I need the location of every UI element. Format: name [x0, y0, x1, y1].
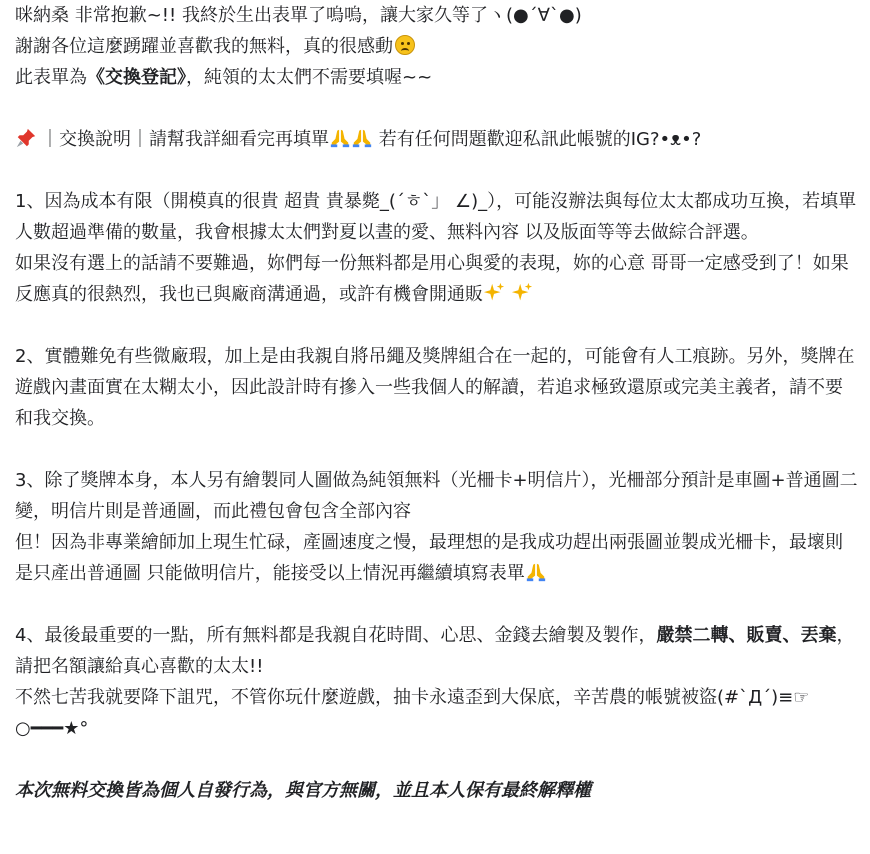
prohibition-text: 嚴禁二轉、販賣、丟棄	[656, 625, 837, 646]
disclaimer: 本次無料交換皆為個人自發行為，與官方無關，並且本人保有最終解釋權	[15, 780, 591, 801]
section-3-para-2	[15, 527, 860, 589]
section-4-para-1-pre: 4、最後最重要的一點，所有無料都是我親自花時間、心思、金錢去繪製及製作，	[15, 625, 657, 646]
section-2-para-1: 2、實體難免有些微廠瑕，加上是由我親自將吊繩及獎牌組合在一起的，可能會有人工痕跡。另外，獎牌在遊戲內畫面實在太糊太小，因此設計時有摻入一些我個人的解讀，若追求極致還原或完美主義者，請不要和我交換。	[15, 346, 855, 429]
intro-line-3-pre: 此表單為	[15, 67, 87, 88]
section-4-para-1	[15, 620, 860, 682]
spacer	[15, 434, 860, 465]
intro-line-1: 咪納桑 非常抱歉~!! 我終於生出表單了嗚嗚，讓大家久等了ヽ(●´∀`●)	[15, 5, 582, 26]
intro-line-2-text: 謝謝各位這麼踴躍並喜歡我的無料，真的很感動	[15, 36, 393, 57]
folded-hands-icon	[329, 127, 351, 149]
spacer	[15, 589, 860, 620]
folded-hands-icon-3	[525, 561, 547, 583]
notice-text-b: 若有任何問題歡迎私訊此帳號的IG?•ᴥ•?	[378, 129, 702, 150]
sad-face-icon	[395, 35, 415, 55]
section-1-para-2	[15, 248, 860, 310]
section-3-para-1: 3、除了獎牌本身，本人另有繪製同人圖做為純領無料（光柵卡+明信片），光柵部分預計是車圖+普通圖二變，明信片則是普通圖，而此禮包會包含全部內容	[15, 470, 858, 522]
section-4-para-1-post: ，請把名額讓給真心喜歡的太太!!	[15, 625, 855, 677]
section-1-para-2-text: 如果沒有選上的話請不要難過，妳們每一份無料都是用心與愛的表現，妳的心意 哥哥一定感受到了！如果反應真的很熱烈，我也已與廠商溝通過，或許有機會開通販	[15, 253, 849, 305]
spacer	[15, 310, 860, 341]
notice-text-a: ｜交換說明｜請幫我詳細看完再填單	[41, 129, 329, 150]
section-1-para-1: 1、因為成本有限（開模真的很貴 超貴 貴暴斃_(´ㅎ`」 ∠)_），可能沒辦法與每位太太都成功互換，若填單人數超過準備的數量，我會根據太太們對夏以晝的愛、無料內容 以及版面等等去做綜合評選。	[15, 191, 857, 243]
notice-line	[15, 124, 860, 155]
intro-line-3	[15, 62, 860, 93]
spacer	[15, 155, 860, 186]
pushpin-icon	[15, 127, 37, 149]
section-4-para-2: 不然七苦我就要降下詛咒，不管你玩什麼遊戲，抽卡永遠歪到大保底，辛苦農的帳號被盜(#`Д´)≡☞○━━━★°	[15, 687, 810, 739]
sparkles-icon-2	[511, 282, 533, 304]
intro-line-2	[15, 31, 860, 62]
folded-hands-icon-2	[351, 127, 373, 149]
spacer	[15, 744, 860, 775]
intro-line-3-post: ，純領的太太們不需要填喔~~	[186, 67, 433, 88]
form-type-label: 《交換登記》	[87, 67, 186, 88]
section-3-para-2-text: 但！因為非專業繪師加上現生忙碌，產圖速度之慢，最理想的是我成功趕出兩張圖並製成光柵卡，最壞則是只產出普通圖 只能做明信片，能接受以上情況再繼續填寫表單	[15, 532, 843, 584]
spacer	[15, 93, 860, 124]
sparkles-icon	[483, 282, 505, 304]
